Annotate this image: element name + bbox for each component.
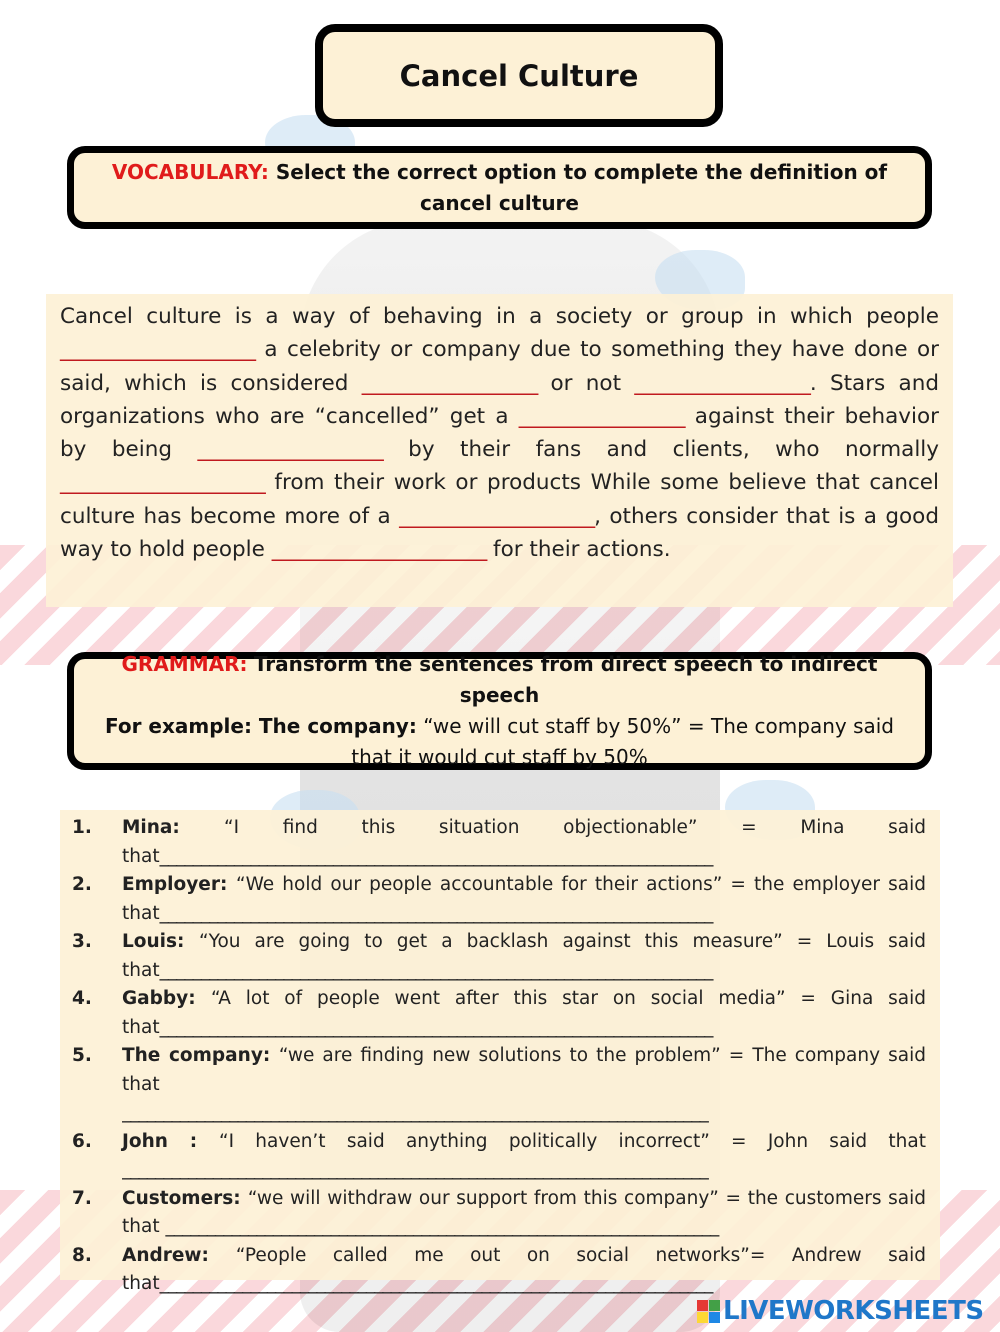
answer-line[interactable] bbox=[122, 1270, 897, 1299]
answer-blank[interactable]: ___________________________________________________________________ bbox=[159, 959, 713, 981]
grammar-example-text: “we will cut staff by 50%” = The company said that it would cut staff by 50% bbox=[351, 714, 894, 769]
definition-blank[interactable]: __________________ bbox=[361, 370, 538, 396]
worksheet-title-box bbox=[315, 24, 723, 127]
definition-blank[interactable]: ___________________ bbox=[197, 437, 383, 463]
item-quote: “I haven’t said anything politically incorrect” = John said that bbox=[219, 1130, 926, 1152]
logo-square bbox=[697, 1300, 708, 1311]
answer-line[interactable] bbox=[122, 1213, 897, 1242]
exercise-item bbox=[72, 871, 926, 928]
item-body bbox=[122, 985, 926, 1042]
definition-blank[interactable]: ____________________ bbox=[399, 503, 595, 529]
vocabulary-paragraph bbox=[46, 294, 953, 607]
item-quote: “I find this situation objectionable” = Mina said bbox=[224, 817, 927, 838]
answer-line[interactable] bbox=[122, 957, 897, 986]
item-body bbox=[122, 871, 926, 928]
item-quote: “A lot of people went after this star on social media” = Gina said bbox=[211, 988, 926, 1009]
exercise-item bbox=[72, 1128, 926, 1185]
exercise-item bbox=[72, 985, 926, 1042]
item-quote: “we will withdraw our support from this company” = the customers said bbox=[247, 1187, 926, 1209]
answer-blank[interactable]: ___________________________________________________________________ bbox=[159, 1016, 713, 1038]
logo-square bbox=[709, 1312, 720, 1323]
logo-square bbox=[709, 1300, 720, 1311]
vocabulary-instruction-box bbox=[67, 146, 932, 229]
definition-blank[interactable]: _________________ bbox=[518, 403, 685, 429]
grammar-instruction bbox=[92, 649, 907, 711]
answer-blank[interactable]: ___________________________________________________________________ bbox=[165, 1216, 719, 1237]
item-sentence bbox=[122, 871, 926, 900]
answer-line[interactable] bbox=[122, 1156, 897, 1185]
item-quote: “People called me out on social networks”= Andrew said bbox=[235, 1244, 926, 1266]
definition-blank[interactable]: ____________________ bbox=[60, 337, 255, 363]
exercise-item bbox=[72, 928, 926, 985]
item-sentence bbox=[122, 928, 926, 957]
answer-line[interactable] bbox=[122, 1014, 897, 1043]
item-speaker: Andrew: bbox=[122, 1244, 236, 1266]
item-number: 1. bbox=[72, 817, 92, 838]
grammar-instruction-text: Transform the sentences from direct speech to indirect speech bbox=[253, 652, 878, 707]
item-tail: that bbox=[122, 959, 160, 981]
answer-blank[interactable]: _______________________________________________________________________ bbox=[122, 1159, 708, 1180]
page-title: Cancel Culture bbox=[399, 58, 639, 93]
grammar-exercise-list bbox=[60, 810, 940, 1294]
item-sentence bbox=[122, 1042, 926, 1099]
item-body bbox=[122, 928, 926, 985]
answer-line[interactable] bbox=[122, 1099, 897, 1128]
definition-text: by their fans and clients, who normally bbox=[382, 437, 939, 463]
item-number: 7. bbox=[72, 1187, 92, 1209]
definition-text: for their actions. bbox=[486, 537, 671, 563]
item-sentence bbox=[122, 1128, 926, 1157]
grammar-label: GRAMMAR: bbox=[121, 652, 248, 676]
exercise-item bbox=[72, 814, 926, 871]
item-speaker: Customers: bbox=[122, 1187, 248, 1209]
vocabulary-instruction bbox=[92, 157, 907, 219]
item-body bbox=[122, 1042, 926, 1128]
answer-blank[interactable]: ___________________________________________________________________ bbox=[159, 902, 713, 924]
item-speaker: Employer: bbox=[122, 874, 237, 895]
definition-text: . Stars and organizations who are “cancelled” get a bbox=[60, 370, 939, 429]
item-number: 5. bbox=[72, 1045, 92, 1066]
item-number: 4. bbox=[72, 988, 92, 1009]
item-body bbox=[122, 1128, 926, 1185]
exercise-item bbox=[72, 1042, 926, 1128]
item-tail: that bbox=[122, 902, 160, 924]
item-speaker: The company: bbox=[122, 1045, 279, 1066]
item-sentence bbox=[122, 985, 926, 1014]
definition-text: against their behavior by being bbox=[60, 403, 939, 463]
item-speaker: Louis: bbox=[122, 931, 200, 952]
definition-text: from their work or products While some believe that cancel culture has become more of a bbox=[60, 470, 939, 529]
item-number: 6. bbox=[72, 1130, 92, 1152]
item-number: 2. bbox=[72, 874, 92, 895]
definition-blank[interactable]: __________________ bbox=[634, 370, 810, 396]
item-number: 3. bbox=[72, 931, 92, 952]
grammar-instruction-box bbox=[67, 652, 932, 770]
grammar-example-label: For example: The company: bbox=[105, 714, 417, 738]
answer-blank[interactable]: ___________________________________________________________________ bbox=[159, 1273, 713, 1294]
item-quote: “We hold our people accountable for their actions” = the employer said bbox=[236, 874, 927, 895]
definition-blank[interactable]: ______________________ bbox=[271, 537, 487, 563]
item-sentence bbox=[122, 1242, 926, 1271]
item-quote: “You are going to get a backlash against this measure” = Louis said bbox=[199, 931, 926, 952]
answer-blank[interactable]: _______________________________________________________________________ bbox=[122, 1102, 708, 1123]
vocabulary-instruction-text: Select the correct option to complete the definition of cancel culture bbox=[275, 159, 888, 215]
liveworksheets-logo bbox=[697, 1296, 984, 1326]
item-body bbox=[122, 1185, 926, 1242]
item-tail: that bbox=[122, 845, 160, 867]
item-tail: that bbox=[122, 1273, 160, 1294]
answer-line[interactable] bbox=[122, 843, 897, 872]
exercise-item bbox=[72, 1242, 926, 1299]
item-speaker: Mina: bbox=[122, 817, 225, 838]
definition-text: a celebrity or company due to something they have done or said, which is considered bbox=[60, 337, 939, 396]
exercise-item bbox=[72, 1185, 926, 1242]
liveworksheets-logo-icon bbox=[697, 1300, 720, 1323]
item-body bbox=[122, 1242, 926, 1299]
item-speaker: John : bbox=[122, 1130, 219, 1152]
item-body bbox=[122, 814, 926, 871]
definition-text: Cancel culture is a way of behaving in a society or group in which people bbox=[60, 304, 939, 329]
logo-square bbox=[697, 1312, 708, 1323]
grammar-example bbox=[92, 711, 907, 773]
item-quote: “we are finding new solutions to the problem” = The company said that bbox=[122, 1045, 926, 1095]
item-speaker: Gabby: bbox=[122, 988, 212, 1009]
answer-line[interactable] bbox=[122, 900, 897, 929]
item-tail: that bbox=[122, 1216, 166, 1237]
definition-blank[interactable]: _____________________ bbox=[60, 470, 265, 496]
item-number: 8. bbox=[72, 1244, 92, 1266]
definition-text: or not bbox=[537, 370, 635, 396]
item-tail: that bbox=[122, 1016, 160, 1038]
vocabulary-label: VOCABULARY: bbox=[111, 159, 269, 184]
definition-text: , others consider that is a good way to hold people bbox=[60, 503, 939, 563]
item-sentence bbox=[122, 1185, 926, 1214]
answer-blank[interactable]: ___________________________________________________________________ bbox=[159, 845, 713, 867]
item-sentence bbox=[122, 814, 926, 843]
liveworksheets-wordmark: LIVEWORKSHEETS bbox=[723, 1296, 984, 1326]
